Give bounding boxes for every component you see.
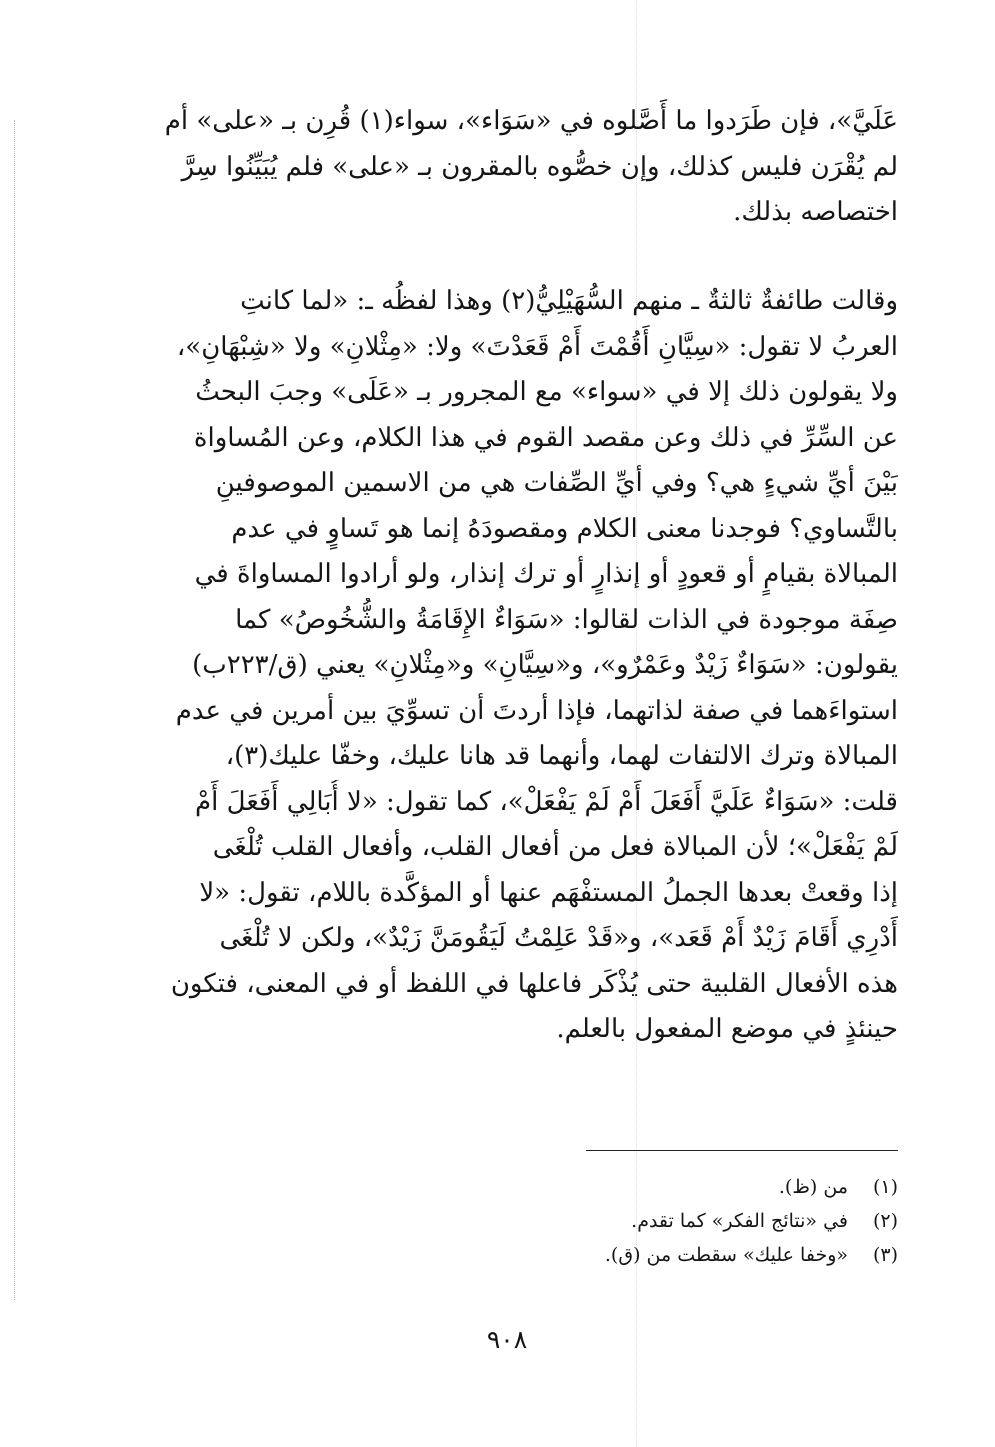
- paragraph-2-line: حينئذٍ في موضع المفعول بالعلم.: [556, 1014, 898, 1044]
- paragraph-2-line: لَمْ يَفْعَلْ»؛ لأن المبالاة فعل من أفعال القلب، وأفعال القلب تُلْغَى: [212, 832, 898, 862]
- paragraph-1-line: لم يُقْرَن فليس كذلك، وإن خصُّوه بالمقرون بـ «على» فلم يُبَيِّنُوا سِرَّ: [181, 151, 898, 182]
- footnote-number: (٢): [872, 1210, 898, 1232]
- paragraph-1-line: اختصاصه بذلك.: [733, 197, 898, 227]
- footnote-text: «وخفا عليك» سقطت من (ق).: [604, 1244, 848, 1266]
- paragraph-2-line: بَيْنَ أيِّ شيءٍ هي؟ وفي أيِّ الصِّفات هي من الاسمين الموصوفينِ: [215, 468, 898, 498]
- paragraph-2-line: المبالاة بقيامٍ أو قعودٍ أو إنذارٍ أو ترك إنذار، ولو أرادوا المساواةَ في: [194, 559, 898, 589]
- paragraph-2-line: إذا وقعتْ بعدها الجملُ المستفْهَم عنها أو المؤكَّدة باللام، تقول: «لا: [199, 877, 898, 908]
- paragraph-2-line: صِفَة موجودة في الذات لقالوا: «سَوَاءٌ الإِقَامَةُ والشُّخُوصُ» كما: [235, 604, 898, 635]
- paragraph-2-line: قلت: «سَوَاءٌ عَلَيَّ أَفَعَلَ أَمْ لَمْ يَفْعَلْ»، كما تقول: «لا أُبَالِي أَفَعَلَ أَمْ: [195, 786, 898, 817]
- paragraph-2-line: أَدْرِي أَقَامَ زَيْدٌ أَمْ قَعَد»، و«قَدْ عَلِمْتُ لَيَقُومَنَّ زَيْدٌ»، ولكن لا تُلْغَى: [219, 923, 898, 953]
- paragraph-2-line: يقولون: «سَوَاءٌ زَيْدٌ وعَمْرٌو»، و«سِيَّانِ» و«مِثْلانِ» يعني (ق/٢٢٣ب): [192, 650, 898, 680]
- footnote-number: (١): [872, 1176, 898, 1198]
- footnote-item: [490, 1170, 898, 1204]
- footnote-item: [490, 1238, 898, 1272]
- footnote-number: (٣): [872, 1244, 898, 1266]
- page-number: ٩٠٨: [486, 1325, 528, 1354]
- paragraph-1-line: عَلَيَّ»، فإن طَرَدوا ما أَصَّلوه في «سَوَاء»، سواء(١) قُرِن بـ «على» أم: [164, 106, 898, 136]
- paragraph-2-line: المبالاة وترك الالتفات لهما، وأنهما قد هانا عليك، وخفّا عليك(٣)،: [225, 741, 898, 771]
- paragraph-2-line: العربُ لا تقول: «سِيَّانِ أَقُمْتَ أَمْ قَعَدْتَ» ولا: «مِثْلانِ» ولا «شِبْهَانِ»،: [176, 331, 898, 362]
- footnote-text: في «نتائج الفكر» كما تقدم.: [631, 1210, 848, 1232]
- paragraph-2-line: ولا يقولون ذلك إلا في «سواء» مع المجرور بـ «عَلَى» وجبَ البحثُ: [195, 377, 898, 407]
- footnote-text: من (ظ).: [778, 1176, 848, 1198]
- paragraph-2-line: هذه الأفعال القلبية حتى يُذْكَر فاعلها في اللفظ أو في المعنى، فتكون: [170, 968, 898, 999]
- footnote-divider: [586, 1150, 898, 1151]
- scan-dotted-edge: [14, 120, 16, 1300]
- paragraph-2-line: عن السِّرِّ في ذلك وعن مقصد القوم في هذا الكلام، وعن المُساواة: [193, 422, 898, 453]
- footnote-item: [490, 1204, 898, 1238]
- paragraph-2: [98, 279, 898, 1053]
- paragraph-2-line: وقالت طائفةٌ ثالثةٌ ـ منهم السُّهَيْلِيُّ(٢) وهذا لفظُه ـ: «لما كانتِ: [240, 286, 898, 316]
- paragraph-2-line: استواءَهما في صفة لذاتهما، فإذا أردتَ أن تسوِّيَ بين أمرين في عدم: [175, 695, 898, 726]
- footnotes: [490, 1170, 898, 1272]
- paragraph-1: [98, 99, 898, 236]
- paragraph-2-line: بالتَّساوي؟ فوجدنا معنى الكلام ومقصودَهُ إنما هو تَساوٍ في عدم: [231, 513, 898, 544]
